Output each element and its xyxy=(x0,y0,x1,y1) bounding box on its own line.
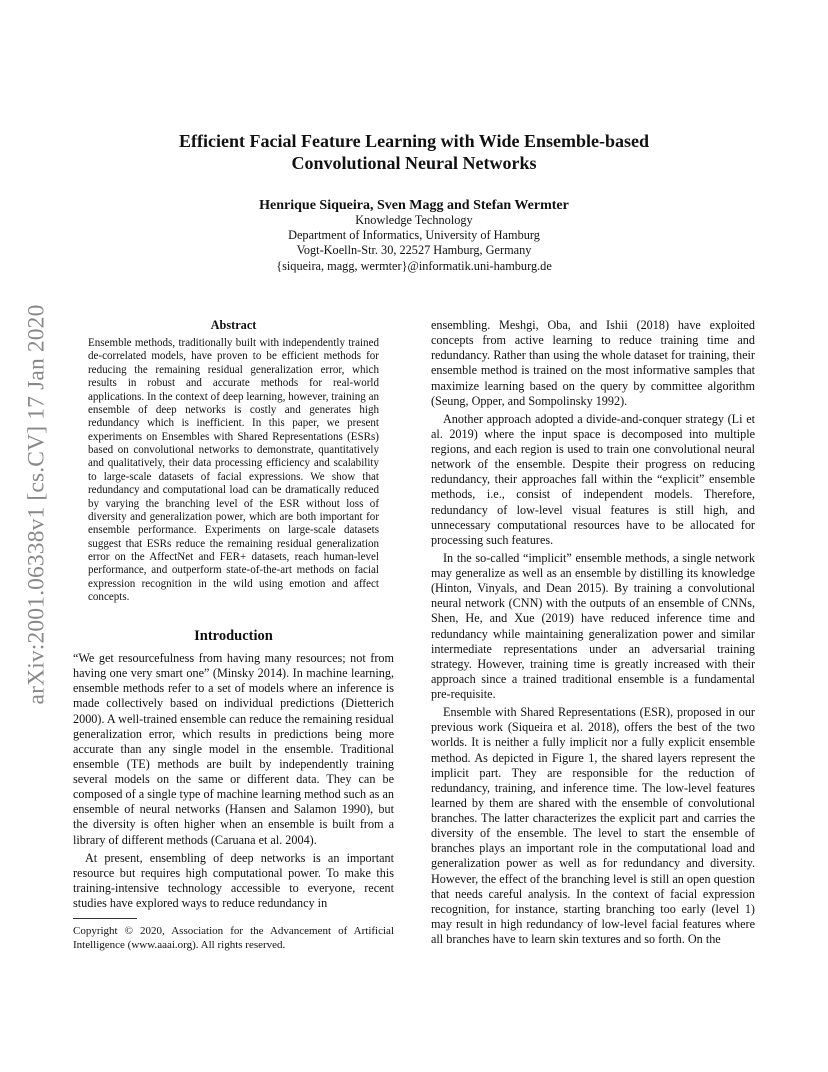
copyright-notice: Copyright © 2020, Association for the Advancement of Artificial Intelligence (www.aaai.org). All rights reserved. xyxy=(73,925,394,951)
author-list: Henrique Siqueira, Sven Magg and Stefan Wermter xyxy=(259,198,569,213)
affiliation-address: Vogt-Koelln-Str. 30, 22527 Hamburg, Germany xyxy=(296,243,532,258)
paragraph: Another approach adopted a divide-and-conquer strategy (Li et al. 2019) where the input space is decomposed into multiple regions, and each region is used to train one convolutional neural network of the ensemble. Despite their progress on reducing redundancy, their approaches fall within the “explicit” ensemble methods, i.e., consist of independent models. Therefore, redundancy of low-level visual features is still high, and unnecessary computational resources have to be allocated for processing such features. xyxy=(431,411,755,547)
footnote-rule xyxy=(73,918,137,919)
paragraph: In the so-called “implicit” ensemble methods, a single network may generalize as well as an ensemble by distilling its knowledge (Hinton, Vinyals, and Dean 2015). By training a convolutional neural network (CNN) with the outputs of an ensemble of CNNs, Shen, He, and Xue (2019) have reduced inference time and redundancy while maintaining generalization power and similar intermediate representations under an adversarial training strategy. However, training time is greatly increased with their approach since a trained traditional ensemble is a fundamental pre-requisite. xyxy=(431,550,755,701)
paragraph: Ensemble with Shared Representations (ESR), proposed in our previous work (Siqueira et al. 2018), offers the best of the two worlds. It is neither a fully implicit nor a fully explicit ensemble method. As depicted in Figure 1, the shared layers represent the implicit part. They are responsible for the reduction of redundancy, training, and inference time. The low-level features learned by them are shared with the ensemble of convolutional branches. The latter characterizes the explicit part and carries the diversity of the ensemble. The level to start the ensemble of branches plays an important role in the computational load and generalization power as well as for redundancy and diversity. However, the effect of the branching level is still an open question that needs careful analysis. In the context of facial expression recognition, for instance, starting branching too early (level 1) may result in high redundancy of low-level facial features where all branches have to learn skin textures and so forth. On the xyxy=(431,705,755,946)
abstract-heading: Abstract xyxy=(210,318,257,332)
paragraph: ensembling. Meshgi, Oba, and Ishii (2018) have exploited concepts from active learning to reduce training time and redundancy. Rather than using the whole dataset for training, their ensemble method is trained on the most informative samples that maximize learning based on the query by committee algorithm (Seung, Opper, and Sompolinsky 1992). xyxy=(431,318,755,408)
affiliation-department: Department of Informatics, University of Hamburg xyxy=(288,228,540,243)
arxiv-identifier xyxy=(20,292,54,716)
affiliation-group: Knowledge Technology xyxy=(355,213,473,227)
introduction-heading: Introduction xyxy=(194,628,273,644)
right-column xyxy=(431,318,755,947)
affiliation-block xyxy=(0,213,828,274)
abstract-text: Ensemble methods, traditionally built with independently trained de-correlated models, have proven to be efficient methods for reducing the remaining residual generalization error, which results in robust and accurate methods for real-world applications. In the context of deep learning, however, training an ensemble of deep networks is costly and generates high redundancy which is inefficient. In this paper, we present experiments on Ensembles with Shared Representations (ESRs) based on convolutional networks to demonstrate, quantitatively and qualitatively, their data processing efficiency and scalability to large-scale datasets of facial expressions. We show that redundancy and computational load can be dramatically reduced by varying the branching level of the ESR without loss of diversity and generalization power, which are both important for ensemble performance. Experiments on large-scale datasets suggest that ESRs reduce the remaining residual generalization error on the AffectNet and FER+ datasets, reach human-level performance, and outperform state-of-the-art methods on facial expression recognition in the wild using emotion and affect concepts. xyxy=(88,337,379,604)
affiliation-email: {siqueira, magg, wermter}@informatik.uni-hamburg.de xyxy=(276,258,552,273)
paragraph: At present, ensembling of deep networks is an important resource but requires high computational power. To make this training-intensive technology accessible to everyone, recent studies have explored ways to reduce redundancy in xyxy=(73,850,394,910)
paper-title-line-1: Efficient Facial Feature Learning with Wide Ensemble-based xyxy=(179,131,649,151)
paragraph: “We get resourcefulness from having many resources; not from having one very smart one” (Minsky 2014). In machine learning, ensemble methods refer to a set of models where an inference is made collectively based on individual predictions (Dietterich 2000). A well-trained ensemble can reduce the remaining residual generalization error, which results in predictions being more accurate than any single model in the ensemble. Traditional ensemble (TE) methods are built by independently training several models on the same or different data. They can be composed of a single type of machine learning method such as an ensemble of neural networks (Hansen and Salamon 1990), but the diversity is often higher when an ensemble is built from a library of different methods (Caruana et al. 2004). xyxy=(73,651,394,847)
paper-title-line-2: Convolutional Neural Networks xyxy=(291,153,537,173)
arxiv-identifier-text: arXiv:2001.06338v1 [cs.CV] 17 Jan 2020 xyxy=(23,304,50,704)
introduction-body xyxy=(73,651,394,911)
paper-title xyxy=(0,130,828,174)
